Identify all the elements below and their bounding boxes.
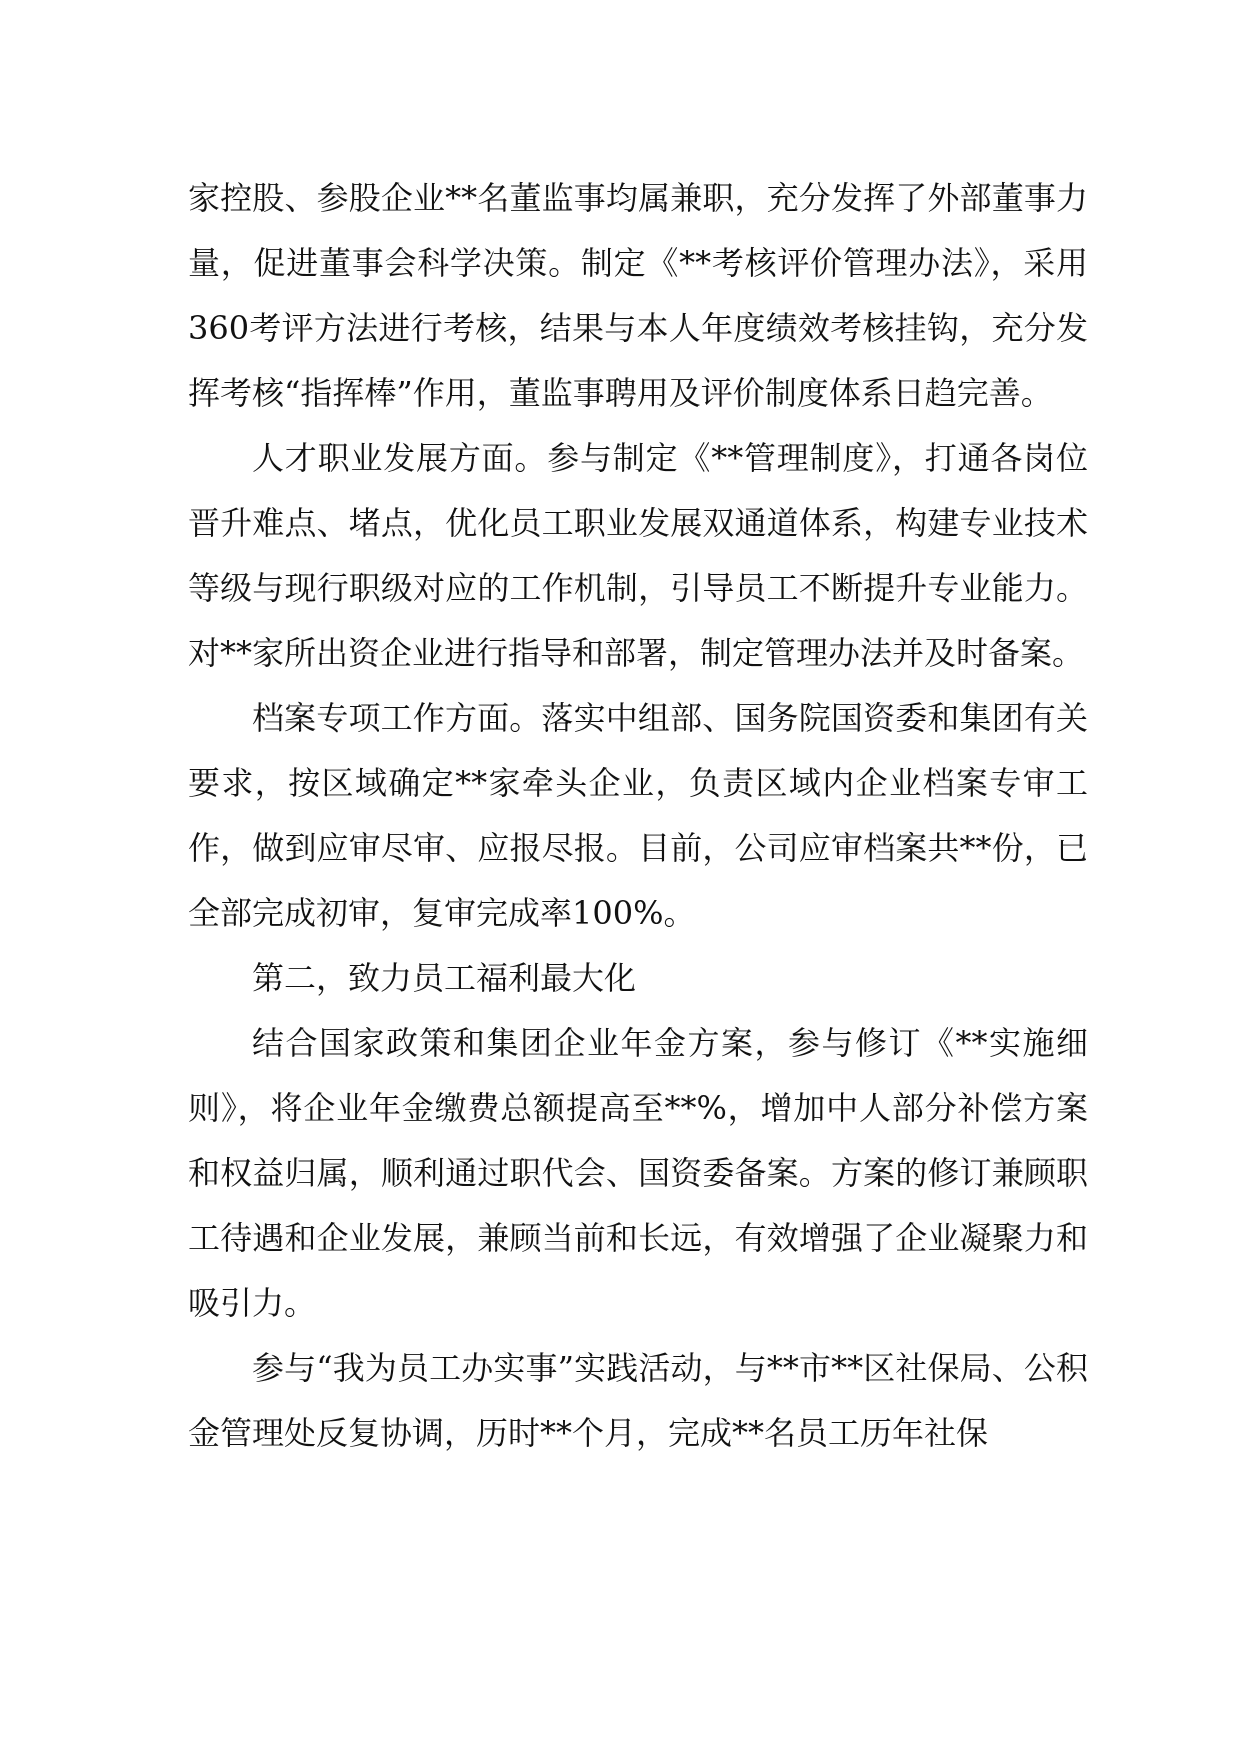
paragraph-5: 结合国家政策和集团企业年金方案，参与修订《**实施细则》，将企业年金缴费总额提高至**%，增加中人部分补偿方案和权益归属，顺利通过职代会、国资委备案。方案的修订兼顾职工待遇和企业发展，兼顾当前和长远，有效增强了企业凝聚力和吸引力。 xyxy=(188,1024,1088,1322)
section-heading: 第二，致力员工福利最大化 xyxy=(252,959,637,997)
document-page xyxy=(188,166,1088,1466)
paragraph-6: 参与“我为员工办实事”实践活动，与**市**区社保局、公积金管理处反复协调，历时**个月，完成**名员工历年社保 xyxy=(188,1349,1088,1452)
paragraph-2: 人才职业发展方面。参与制定《**管理制度》，打通各岗位晋升难点、堵点，优化员工职业发展双通道体系，构建专业技术等级与现行职级对应的工作机制，引导员工不断提升专业能力。对**家所出资企业进行指导和部署，制定管理办法并及时备案。 xyxy=(188,439,1088,672)
paragraph-3: 档案专项工作方面。落实中组部、国务院国资委和集团有关要求，按区域确定**家牵头企业，负责区域内企业档案专审工作，做到应审尽审、应报尽报。目前，公司应审档案共**份，已全部完成初审，复审完成率100%。 xyxy=(188,699,1088,932)
paragraph-1: 家控股、参股企业**名董监事均属兼职，充分发挥了外部董事力量，促进董事会科学决策。制定《**考核评价管理办法》，采用360考评方法进行考核，结果与本人年度绩效考核挂钩，充分发挥考核“指挥棒”作用，董监事聘用及评价制度体系日趋完善。 xyxy=(188,179,1088,412)
